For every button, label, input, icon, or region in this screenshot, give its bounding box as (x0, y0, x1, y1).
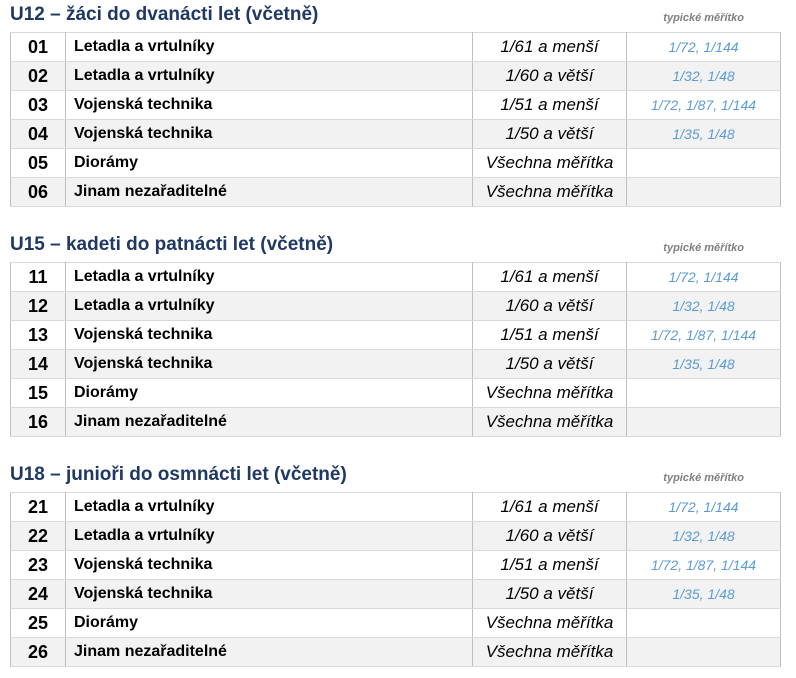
category-number: 04 (11, 120, 66, 149)
category-name: Diorámy (66, 149, 473, 178)
table-row (11, 292, 781, 321)
scale-range: 1/50 a větší (473, 350, 627, 379)
category-number: 14 (11, 350, 66, 379)
table-row (11, 379, 781, 408)
typical-scale: 1/72, 1/87, 1/144 (627, 551, 781, 580)
typical-scale: 1/32, 1/48 (627, 522, 781, 551)
scale-range: 1/61 a menší (473, 33, 627, 62)
section-header (10, 4, 780, 32)
category-table (10, 492, 781, 667)
typical-scale (627, 379, 781, 408)
category-section-u18 (10, 464, 780, 667)
category-number: 21 (11, 493, 66, 522)
category-section-u12 (10, 4, 780, 207)
table-row (11, 522, 781, 551)
scale-range: 1/61 a menší (473, 263, 627, 292)
category-number: 02 (11, 62, 66, 91)
typical-scale: 1/72, 1/87, 1/144 (627, 321, 781, 350)
typical-scale: 1/35, 1/48 (627, 120, 781, 149)
category-name: Jinam nezařaditelné (66, 408, 473, 437)
typical-scale (627, 638, 781, 667)
scale-range: 1/60 a větší (473, 522, 627, 551)
table-row (11, 91, 781, 120)
scale-range: Všechna měřítka (473, 638, 627, 667)
category-name: Letadla a vrtulníky (66, 522, 473, 551)
scale-range: Všechna měřítka (473, 408, 627, 437)
scale-range: Všechna měřítka (473, 178, 627, 207)
table-row (11, 263, 781, 292)
scale-range: 1/51 a menší (473, 551, 627, 580)
category-name: Jinam nezařaditelné (66, 178, 473, 207)
table-row (11, 609, 781, 638)
category-number: 22 (11, 522, 66, 551)
scale-range: 1/60 a větší (473, 62, 627, 91)
category-name: Letadla a vrtulníky (66, 292, 473, 321)
category-name: Letadla a vrtulníky (66, 62, 473, 91)
table-row (11, 638, 781, 667)
typical-scale: 1/72, 1/144 (627, 263, 781, 292)
table-row (11, 551, 781, 580)
section-title: U18 – junioři do osmnácti let (včetně) (10, 464, 347, 485)
scale-range: 1/51 a menší (473, 91, 627, 120)
category-name: Vojenská technika (66, 350, 473, 379)
category-number: 24 (11, 580, 66, 609)
scale-range: 1/50 a větší (473, 120, 627, 149)
category-name: Diorámy (66, 379, 473, 408)
category-section-u15 (10, 234, 780, 437)
table-row (11, 321, 781, 350)
category-number: 25 (11, 609, 66, 638)
table-row (11, 62, 781, 91)
typical-scale: 1/35, 1/48 (627, 580, 781, 609)
scale-range: Všechna měřítka (473, 379, 627, 408)
category-number: 06 (11, 178, 66, 207)
category-number: 03 (11, 91, 66, 120)
category-number: 05 (11, 149, 66, 178)
typical-scale: 1/35, 1/48 (627, 350, 781, 379)
typical-scale (627, 609, 781, 638)
category-name: Diorámy (66, 609, 473, 638)
typical-scale: 1/32, 1/48 (627, 292, 781, 321)
table-row (11, 408, 781, 437)
category-number: 12 (11, 292, 66, 321)
category-table (10, 32, 781, 207)
category-number: 01 (11, 33, 66, 62)
typical-scale (627, 178, 781, 207)
category-name: Vojenská technika (66, 551, 473, 580)
table-row (11, 580, 781, 609)
category-number: 23 (11, 551, 66, 580)
typical-scale (627, 149, 781, 178)
category-number: 15 (11, 379, 66, 408)
scale-range: Všechna měřítka (473, 149, 627, 178)
category-name: Vojenská technika (66, 580, 473, 609)
section-title: U15 – kadeti do patnácti let (včetně) (10, 234, 334, 255)
typical-scale-note: typické měřítko (663, 242, 744, 254)
typical-scale: 1/72, 1/87, 1/144 (627, 91, 781, 120)
category-name: Letadla a vrtulníky (66, 493, 473, 522)
scale-range: 1/61 a menší (473, 493, 627, 522)
category-name: Vojenská technika (66, 120, 473, 149)
category-name: Letadla a vrtulníky (66, 263, 473, 292)
category-name: Vojenská technika (66, 321, 473, 350)
typical-scale: 1/72, 1/144 (627, 33, 781, 62)
section-header (10, 464, 780, 492)
typical-scale (627, 408, 781, 437)
typical-scale: 1/32, 1/48 (627, 62, 781, 91)
category-number: 11 (11, 263, 66, 292)
typical-scale-note: typické měřítko (663, 472, 744, 484)
scale-range: 1/51 a menší (473, 321, 627, 350)
category-name: Letadla a vrtulníky (66, 33, 473, 62)
category-number: 16 (11, 408, 66, 437)
scale-range: 1/60 a větší (473, 292, 627, 321)
table-row (11, 149, 781, 178)
section-title: U12 – žáci do dvanácti let (včetně) (10, 4, 319, 25)
scale-range: 1/50 a větší (473, 580, 627, 609)
table-row (11, 33, 781, 62)
category-name: Vojenská technika (66, 91, 473, 120)
scale-range: Všechna měřítka (473, 609, 627, 638)
section-header (10, 234, 780, 262)
category-table (10, 262, 781, 437)
table-row (11, 120, 781, 149)
table-row (11, 350, 781, 379)
typical-scale-note: typické měřítko (663, 12, 744, 24)
category-number: 13 (11, 321, 66, 350)
table-row (11, 178, 781, 207)
category-name: Jinam nezařaditelné (66, 638, 473, 667)
table-row (11, 493, 781, 522)
typical-scale: 1/72, 1/144 (627, 493, 781, 522)
category-number: 26 (11, 638, 66, 667)
